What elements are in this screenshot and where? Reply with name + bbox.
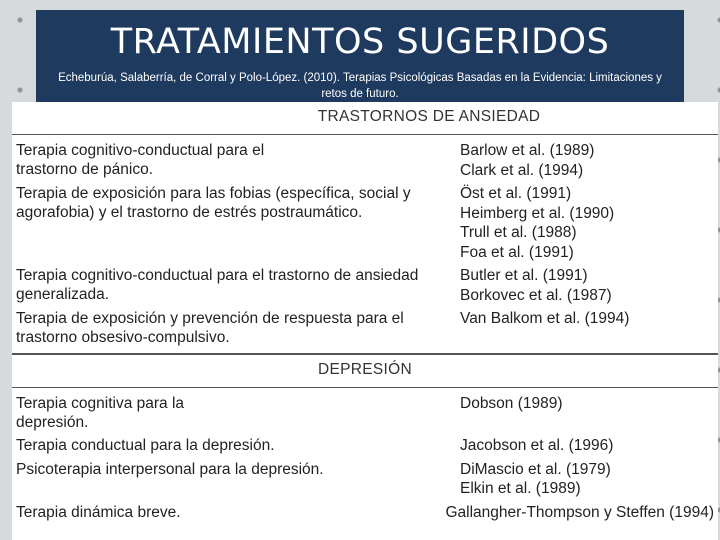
table-row: [12, 266, 718, 305]
treatments-table: [12, 102, 718, 540]
table-row: [12, 141, 718, 180]
table-row: [12, 436, 718, 456]
reference-cell: [456, 266, 714, 305]
treatment-cell: Terapia cognitiva para la depresión.: [16, 395, 185, 431]
reference-cell: [456, 309, 714, 347]
table-row: [12, 309, 718, 347]
reference-cell: [456, 184, 714, 262]
reference: Borkovec et al. (1987): [460, 286, 612, 304]
reference: Van Balkom et al. (1994): [460, 310, 630, 327]
reference: Dobson (1989): [460, 395, 563, 412]
reference: Trull et al. (1988): [460, 224, 577, 241]
treatment-cell: Terapia de exposición y prevención de respuesta para el trastorno obsesivo-compulsivo.: [16, 310, 404, 346]
reference-cell: [456, 460, 714, 499]
reference: Butler et al. (1991): [460, 267, 588, 284]
citation-text: Echeburúa, Salaberría, de Corral y Polo-López. (2010). Terapias Psicológicas Basadas en la Evidencia: Limitaciones y retos de futuro.: [58, 72, 662, 100]
reference: Barlow et al. (1989): [460, 142, 595, 159]
reference: Elkin et al. (1989): [460, 480, 581, 497]
reference-cell: [441, 503, 714, 523]
reference: Gallangher-Thompson y Steffen (1994): [445, 503, 714, 521]
reference: Heimberg et al. (1990): [460, 204, 615, 222]
table-row: [12, 184, 718, 262]
slide-title: TRATAMIENTOS SUGERIDOS: [110, 22, 610, 62]
table-row: [12, 460, 718, 499]
reference: Jacobson et al. (1996): [460, 437, 614, 454]
section-header-depression: DEPRESIÓN: [12, 353, 718, 388]
treatment-cell: Psicoterapia interpersonal para la depresión.: [16, 460, 324, 478]
treatment-cell: Terapia de exposición para las fobias (específica, social y agorafobia) y el trastorno de estrés postraumático.: [16, 185, 411, 221]
reference: Öst et al. (1991): [460, 185, 572, 202]
reference-cell: [456, 436, 714, 456]
table-row: [12, 394, 718, 432]
treatment-cell: Terapia conductual para la depresión.: [16, 437, 275, 454]
treatment-cell: Terapia cognitivo-conductual para el trastorno de ansiedad generalizada.: [16, 267, 419, 303]
section-header-anxiety: TRASTORNOS DE ANSIEDAD: [12, 102, 718, 135]
reference-cell: [456, 141, 714, 180]
reference: Foa et al. (1991): [460, 243, 574, 261]
treatment-cell: Terapia cognitivo-conductual para el trastorno de pánico.: [16, 142, 265, 178]
table-row: [12, 503, 718, 523]
title-banner: [36, 10, 684, 102]
reference: DiMascio et al. (1979): [460, 460, 611, 478]
reference-cell: [456, 394, 714, 432]
reference: Clark et al. (1994): [460, 161, 584, 179]
treatment-cell: Terapia dinámica breve.: [16, 503, 181, 521]
